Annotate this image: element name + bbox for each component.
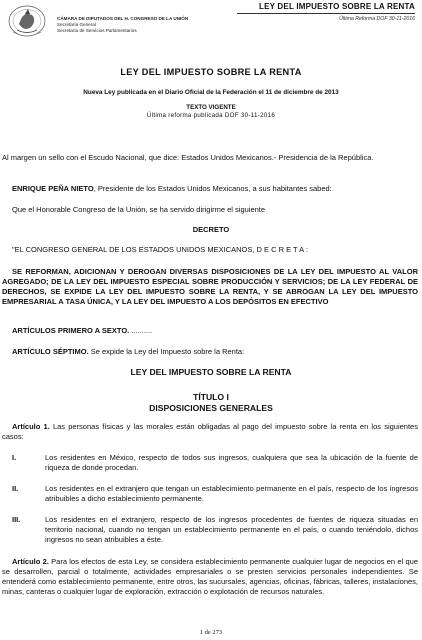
article-7-label: ARTÍCULO SÉPTIMO. xyxy=(12,347,89,356)
publication-note: Nueva Ley publicada en el Diario Oficial de la Federación el 11 de diciembre de 2013 xyxy=(83,89,339,96)
item-1-text: Los residentes en México, respecto de todos sus ingresos, cualquiera que sea la ubicación de la fuente de riqueza de donde procedan. xyxy=(45,453,418,472)
national-seal-icon xyxy=(5,2,49,42)
paragraph-articles-1-6 xyxy=(12,326,418,336)
item-1-number: I. xyxy=(12,453,17,462)
articles-1-6-label: ARTÍCULOS PRIMERO A SEXTO. xyxy=(12,326,130,335)
institution-line-3: Secretaría de Servicios Parlamentarios xyxy=(57,28,137,34)
article-2-paragraph xyxy=(2,557,418,597)
disposiciones-heading: DISPOSICIONES GENERALES xyxy=(149,403,273,413)
item-3-number: III. xyxy=(12,515,21,524)
article-7-text: Se expide la Ley del Impuesto sobre la Renta: xyxy=(88,347,245,356)
article-2-label: Artículo 2. xyxy=(12,557,49,566)
running-title: LEY DEL IMPUESTO SOBRE LA RENTA xyxy=(259,2,415,11)
document-title: LEY DEL IMPUESTO SOBRE LA RENTA xyxy=(120,67,302,77)
paragraph-reforms: SE REFORMAN, ADICIONAN Y DEROGAN DIVERSAS DISPOSICIONES DE LA LEY DEL IMPUESTO AL VALOR AGREGADO; DE LA LEY DEL IMPUESTO ESPECIAL SOBRE PRODUCCIÓN Y SERVICIOS; DE LA LEY FEDERAL DE DERECHOS, SE EXPIDE LA LEY DEL IMPUESTO SOBRE LA RENTA, Y SE ABROGAN LA LEY DEL IMPUESTO EMPRESARIAL A TASA ÚNICA, Y LA LEY DEL IMPUESTO A LOS DEPÓSITOS EN EFECTIVO xyxy=(2,267,418,306)
article-1-text: Las personas físicas y las morales están obligadas al pago del impuesto sobre la renta en los siguientes casos: xyxy=(2,422,418,441)
president-name: ENRIQUE PEÑA NIETO xyxy=(12,184,94,193)
article-1-paragraph xyxy=(2,422,418,442)
paragraph-decreta: "EL CONGRESO GENERAL DE LOS ESTADOS UNIDOS MEXICANOS, D E C R E T A : xyxy=(12,245,308,254)
paragraph-president xyxy=(12,184,418,194)
institution-block xyxy=(57,16,188,35)
item-2-number: II. xyxy=(12,484,19,493)
header-last-reform: Última Reforma DOF 30-11-2016 xyxy=(339,16,415,22)
status-label: TEXTO VIGENTE xyxy=(186,104,236,111)
institution-line-2: Secretaría General xyxy=(57,22,96,28)
last-reform-note: Última reforma publicada DOF 30-11-2016 xyxy=(146,112,276,119)
articles-1-6-text: .......... xyxy=(129,326,153,335)
law-title-heading: LEY DEL IMPUESTO SOBRE LA RENTA xyxy=(130,367,292,377)
header-rule xyxy=(237,13,415,14)
paragraph-congress: Que el Honorable Congreso de la Unión, se ha servido dirigirme el siguiente xyxy=(12,205,266,214)
article-1-label: Artículo 1. xyxy=(12,422,50,431)
president-text: , Presidente de los Estados Unidos Mexicanos, a sus habitantes sabed: xyxy=(93,184,332,193)
article-2-text: Para los efectos de esta Ley, se considera establecimiento permanente cualquier lugar de negocios en el que se desarrollen, parcial o totalmente, actividades empresariales o se presten servicios personales independientes. Se entenderá como establecimiento permanente, entre otros, las sucursales, agencias, oficinas, fábricas, talleres, instalaciones, minas, canteras o cualquier lugar de exploración, extracción o explotación de recursos naturales. xyxy=(2,557,418,596)
item-2-text: Los residentes en el extranjero que tengan un establecimiento permanente en el país, respecto de los ingresos atribuibles a dicho establecimiento permanente. xyxy=(45,484,418,503)
paragraph-article-7 xyxy=(12,347,418,357)
titulo-heading: TÍTULO I xyxy=(193,392,229,402)
decreto-heading: DECRETO xyxy=(192,225,230,234)
institution-line-1: CÁMARA DE DIPUTADOS DEL H. CONGRESO DE LA UNIÓN xyxy=(57,16,189,21)
page-number: 1 de 273 xyxy=(199,629,223,636)
paragraph-seal: Al margen un sello con el Escudo Nacional, que dice: Estados Unidos Mexicanos.- Presidencia de la República. xyxy=(2,153,374,162)
item-3-text: Los residentes en el extranjero, respecto de los ingresos procedentes de fuentes de riqueza situadas en territorio nacional, cuando no tengan un establecimiento permanente en el país, o cuando teniéndolo, dichos ingresos no sean atribuibles a éste. xyxy=(45,515,418,544)
